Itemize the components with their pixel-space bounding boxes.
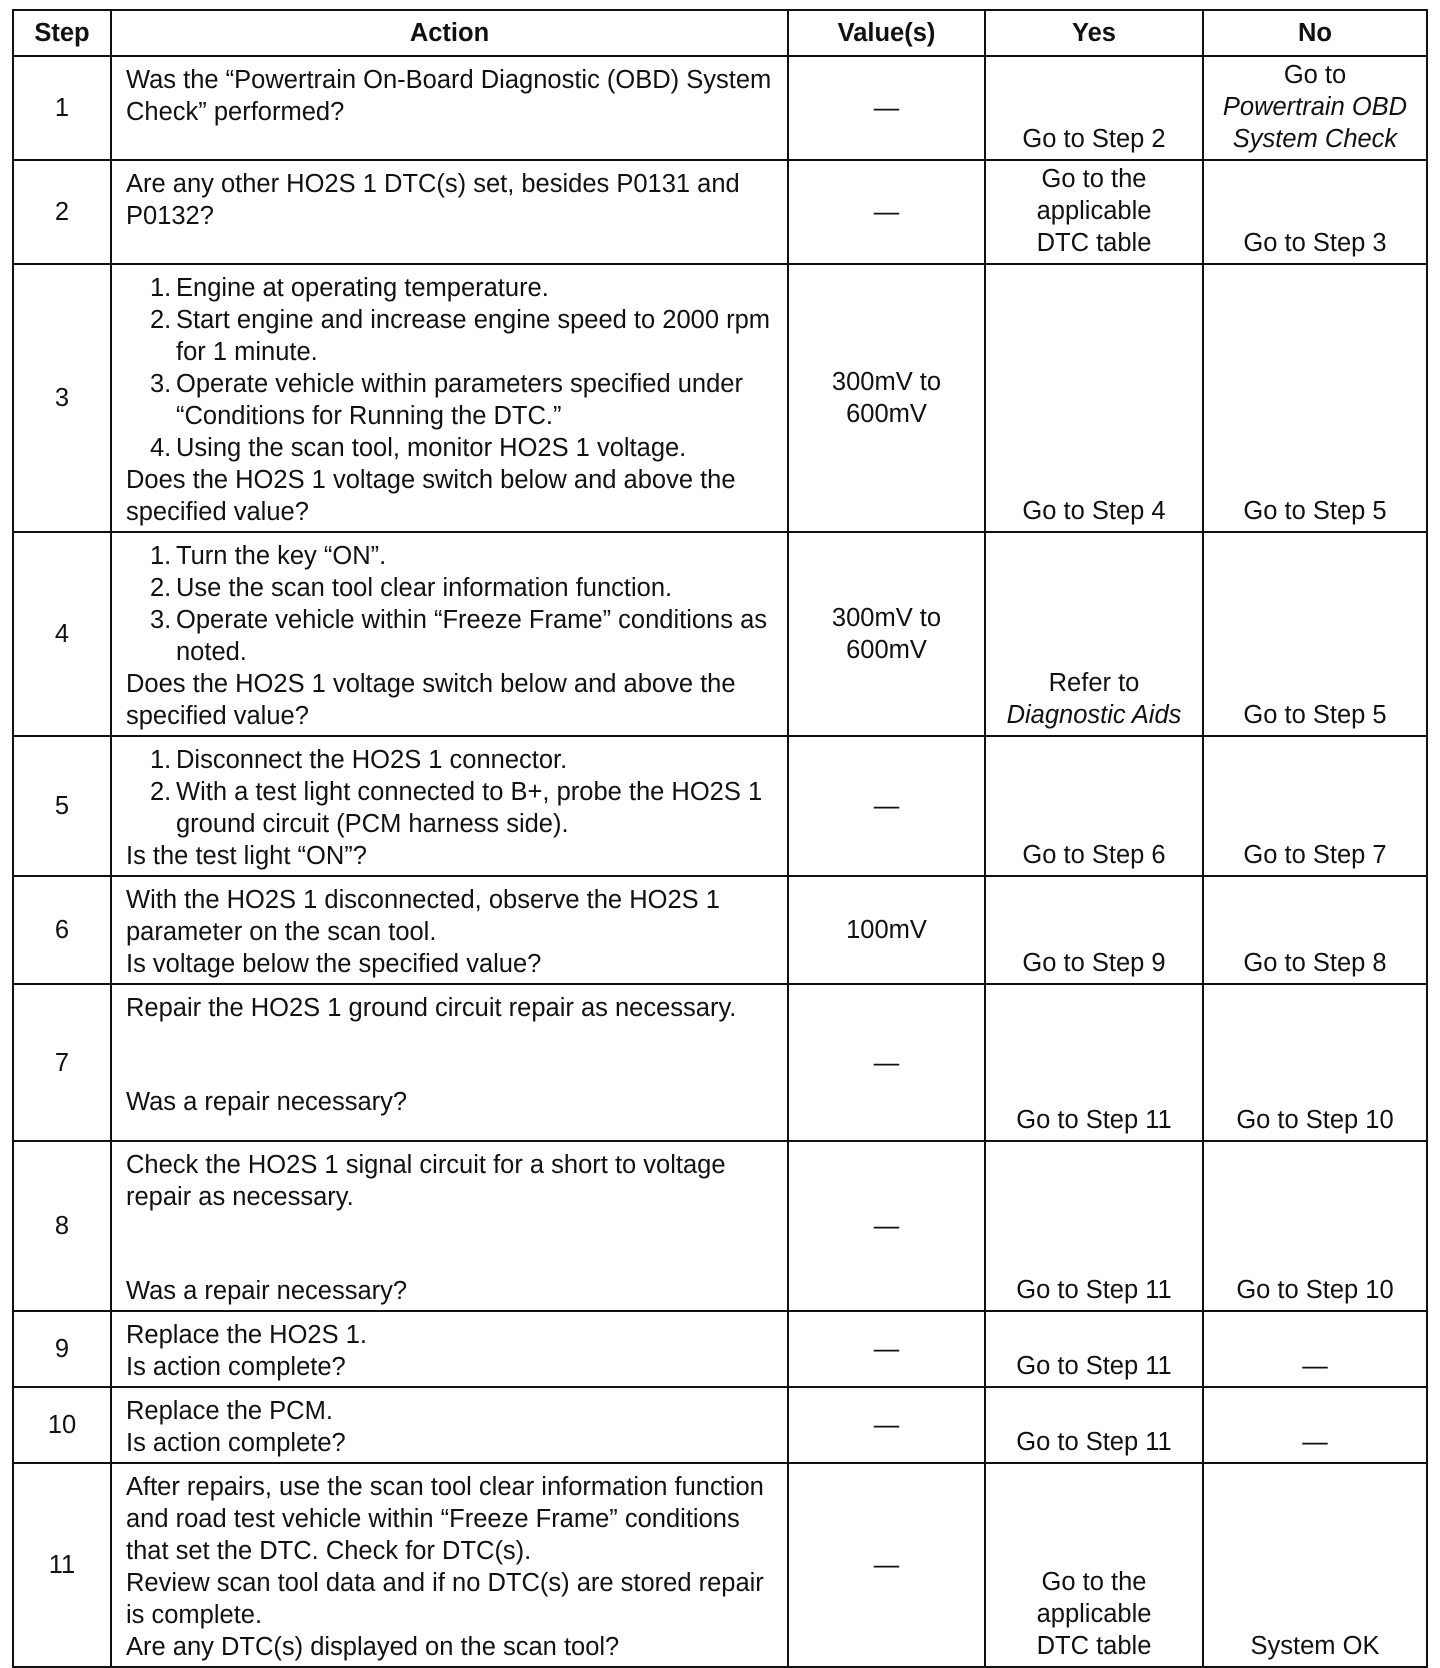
step-cell: 11: [13, 1463, 111, 1667]
no-cell: [1203, 160, 1427, 264]
action-step-text: Start engine and increase engine speed to 2000 rpm for 1 minute.: [176, 306, 770, 366]
action-step-item: [126, 368, 777, 432]
yes-cell: [985, 160, 1203, 264]
action-step-number: 3.: [150, 606, 172, 634]
action-step-text: Use the scan tool clear information function.: [176, 574, 673, 602]
action-text: Is action complete?: [126, 1429, 346, 1457]
action-step-text: Disconnect the HO2S 1 connector.: [176, 746, 568, 774]
action-cell: [111, 56, 788, 160]
table-body: [13, 56, 1427, 1667]
value-cell: —: [788, 56, 985, 160]
step-cell: 4: [13, 532, 111, 736]
action-step-number: 3.: [150, 370, 172, 398]
no-cell: [1203, 264, 1427, 532]
action-step-item: [126, 272, 777, 304]
header-values: Value(s): [788, 10, 985, 56]
table-row: [13, 532, 1427, 736]
step-cell: 1: [13, 56, 111, 160]
action-step-item: [126, 432, 777, 464]
no-cell: [1203, 1311, 1427, 1387]
action-step-number: 1.: [150, 542, 172, 570]
no-cell: [1203, 532, 1427, 736]
no-text: Powertrain OBD: [1222, 93, 1408, 121]
no-cell: [1203, 876, 1427, 984]
header-action: Action: [111, 10, 788, 56]
action-text: Is voltage below the specified value?: [126, 950, 542, 978]
no-cell: [1203, 984, 1427, 1141]
action-question: Was a repair necessary?: [126, 1277, 408, 1305]
yes-cell: [985, 984, 1203, 1141]
step-cell: 9: [13, 1311, 111, 1387]
value-cell: 100mV: [788, 876, 985, 984]
yes-cell: [985, 1141, 1203, 1311]
yes-cell: [985, 264, 1203, 532]
header-row: [13, 10, 1427, 56]
action-text: Is action complete?: [126, 1353, 346, 1381]
yes-text: Go to Step 11: [1016, 1352, 1172, 1380]
action-cell: [111, 1463, 788, 1667]
spacer: [126, 1213, 777, 1275]
spacer: [126, 1024, 777, 1086]
step-cell: 6: [13, 876, 111, 984]
yes-text: Go to the: [1041, 1568, 1147, 1596]
action-step-number: 2.: [150, 574, 172, 602]
action-text: After repairs, use the scan tool clear information function and road test vehicle within “Freeze Frame” conditions that set the DTC. Check for DTC(s).: [126, 1473, 764, 1565]
value-cell: —: [788, 160, 985, 264]
no-text: System OK: [1250, 1632, 1380, 1660]
action-step-number: 2.: [150, 306, 172, 334]
action-step-number: 2.: [150, 778, 172, 806]
no-cell: [1203, 1463, 1427, 1667]
action-step-text: Turn the key “ON”.: [176, 542, 387, 570]
action-question: Does the HO2S 1 voltage switch below and above the specified value?: [126, 466, 736, 526]
yes-text: Go to Step 6: [1022, 841, 1166, 869]
step-cell: 7: [13, 984, 111, 1141]
no-text: —: [1302, 1352, 1328, 1380]
yes-text: Go to Step 11: [1016, 1428, 1172, 1456]
no-cell: [1203, 1141, 1427, 1311]
action-cell: [111, 876, 788, 984]
yes-text: Go to Step 9: [1022, 949, 1166, 977]
yes-cell: [985, 736, 1203, 876]
table-row: [13, 1463, 1427, 1667]
action-step-item: [126, 776, 777, 840]
table-row: [13, 264, 1427, 532]
table-row: [13, 984, 1427, 1141]
yes-cell: [985, 1463, 1203, 1667]
no-text: —: [1302, 1428, 1328, 1456]
step-cell: 10: [13, 1387, 111, 1463]
action-question: Was a repair necessary?: [126, 1088, 408, 1116]
action-step-number: 4.: [150, 434, 172, 462]
action-step-item: [126, 572, 777, 604]
action-text: Are any DTC(s) displayed on the scan tool?: [126, 1633, 620, 1661]
action-text: Was the “Powertrain On-Board Diagnostic (OBD) System Check” performed?: [126, 66, 772, 126]
action-text: With the HO2S 1 disconnected, observe the HO2S 1 parameter on the scan tool.: [126, 886, 720, 946]
yes-text: Diagnostic Aids: [1006, 701, 1182, 729]
no-cell: [1203, 56, 1427, 160]
action-cell: [111, 1387, 788, 1463]
value-cell: 300mV to 600mV: [788, 532, 985, 736]
table-row: [13, 56, 1427, 160]
step-cell: 8: [13, 1141, 111, 1311]
action-cell: [111, 160, 788, 264]
no-cell: [1203, 1387, 1427, 1463]
action-cell: [111, 1311, 788, 1387]
action-steps-list: [126, 744, 777, 840]
diagnostic-table-container: [12, 9, 1426, 1668]
yes-text: Go to Step 11: [1016, 1276, 1172, 1304]
action-steps-list: [126, 540, 777, 668]
action-text: Replace the HO2S 1.: [126, 1321, 367, 1349]
action-step-item: [126, 540, 777, 572]
no-text: Go to Step 7: [1243, 841, 1387, 869]
yes-cell: [985, 1387, 1203, 1463]
action-cell: [111, 1141, 788, 1311]
action-step-item: [126, 304, 777, 368]
action-step-text: Operate vehicle within “Freeze Frame” conditions as noted.: [176, 606, 767, 666]
value-cell: —: [788, 984, 985, 1141]
yes-text: Refer to: [1048, 669, 1140, 697]
action-step-text: With a test light connected to B+, probe the HO2S 1 ground circuit (PCM harness side).: [176, 778, 763, 838]
action-step-number: 1.: [150, 746, 172, 774]
table-row: [13, 1387, 1427, 1463]
header-step: Step: [13, 10, 111, 56]
header-no: No: [1203, 10, 1427, 56]
header-yes: Yes: [985, 10, 1203, 56]
action-step-item: [126, 604, 777, 668]
action-text: Repair the HO2S 1 ground circuit repair as necessary.: [126, 994, 737, 1022]
no-text: Go to Step 10: [1236, 1276, 1394, 1304]
no-text: Go to Step 10: [1236, 1106, 1394, 1134]
yes-text: applicable: [1036, 1600, 1152, 1628]
action-text: Review scan tool data and if no DTC(s) are stored repair is complete.: [126, 1569, 764, 1629]
action-cell: [111, 736, 788, 876]
value-cell: —: [788, 1311, 985, 1387]
yes-cell: [985, 532, 1203, 736]
action-step-text: Operate vehicle within parameters specified under “Conditions for Running the DTC.”: [176, 370, 743, 430]
step-cell: 2: [13, 160, 111, 264]
yes-text: Go to Step 11: [1016, 1106, 1172, 1134]
action-step-number: 1.: [150, 274, 172, 302]
table-row: [13, 1311, 1427, 1387]
table-row: [13, 876, 1427, 984]
action-steps-list: [126, 272, 777, 464]
yes-cell: [985, 1311, 1203, 1387]
action-question: Is the test light “ON”?: [126, 842, 367, 870]
action-step-text: Engine at operating temperature.: [176, 274, 549, 302]
action-step-text: Using the scan tool, monitor HO2S 1 voltage.: [176, 434, 687, 462]
diagnostic-table: [12, 9, 1428, 1668]
step-cell: 3: [13, 264, 111, 532]
action-step-item: [126, 744, 777, 776]
table-row: [13, 160, 1427, 264]
yes-text: Go to Step 4: [1022, 497, 1166, 525]
action-text: Are any other HO2S 1 DTC(s) set, besides P0131 and P0132?: [126, 170, 740, 230]
no-text: Go to: [1283, 61, 1347, 89]
table-row: [13, 736, 1427, 876]
value-cell: —: [788, 1141, 985, 1311]
no-text: Go to Step 5: [1243, 701, 1387, 729]
value-cell: —: [788, 1387, 985, 1463]
no-text: Go to Step 3: [1243, 229, 1387, 257]
no-text: Go to Step 8: [1243, 949, 1387, 977]
action-cell: [111, 532, 788, 736]
table-row: [13, 1141, 1427, 1311]
value-cell: 300mV to 600mV: [788, 264, 985, 532]
no-text: System Check: [1232, 125, 1398, 153]
yes-text: DTC table: [1036, 1632, 1152, 1660]
yes-cell: [985, 876, 1203, 984]
action-text: Replace the PCM.: [126, 1397, 333, 1425]
value-cell: —: [788, 1463, 985, 1667]
yes-text: DTC table: [1036, 229, 1152, 257]
no-cell: [1203, 736, 1427, 876]
action-question: Does the HO2S 1 voltage switch below and above the specified value?: [126, 670, 736, 730]
action-text: Check the HO2S 1 signal circuit for a short to voltage repair as necessary.: [126, 1151, 726, 1211]
yes-text: Go to Step 2: [1022, 125, 1166, 153]
yes-text: Go to the: [1041, 165, 1147, 193]
step-cell: 5: [13, 736, 111, 876]
action-cell: [111, 984, 788, 1141]
action-cell: [111, 264, 788, 532]
no-text: Go to Step 5: [1243, 497, 1387, 525]
yes-cell: [985, 56, 1203, 160]
yes-text: applicable: [1036, 197, 1152, 225]
value-cell: —: [788, 736, 985, 876]
